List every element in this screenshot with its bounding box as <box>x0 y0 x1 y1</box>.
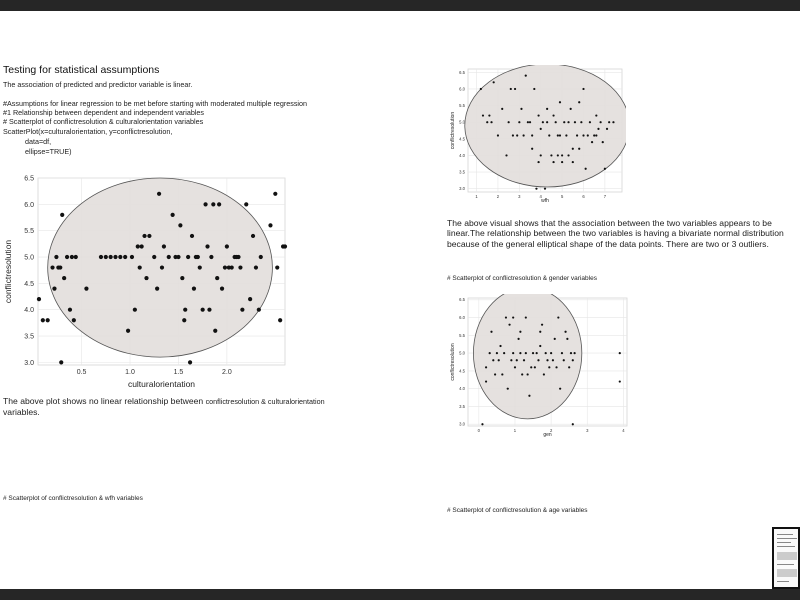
scatter-point <box>192 287 196 291</box>
scatter-point <box>130 255 134 259</box>
x-tick-label: 5 <box>560 194 564 200</box>
scatter-point <box>606 128 608 130</box>
scatter-point <box>510 359 512 361</box>
scatter-point <box>171 213 175 217</box>
y-tick-label: 5.5 <box>459 103 465 109</box>
scatter-point <box>499 345 501 347</box>
scatter-point <box>480 88 482 90</box>
y-tick-label: 5.5 <box>459 332 465 338</box>
x-tick-label: 4 <box>539 194 542 200</box>
scatter-point <box>72 318 76 322</box>
scatter-point <box>140 244 144 248</box>
scatter-point <box>84 287 88 291</box>
scatter-point <box>209 255 213 259</box>
scatter-point <box>176 255 180 259</box>
scatter-point <box>240 308 244 312</box>
scatter-point <box>612 121 614 123</box>
scatter-point <box>167 255 171 259</box>
scatter-point <box>564 331 566 333</box>
scatter-point <box>529 121 531 123</box>
scatter-point <box>580 121 582 123</box>
scatter-point <box>144 276 148 280</box>
scatter-point <box>525 75 527 77</box>
caption-variables: conflictresolution & culturalorientation <box>205 397 325 406</box>
scatter-point <box>136 244 140 248</box>
scatter-point <box>178 223 182 227</box>
y-tick-label: 5.0 <box>459 119 465 125</box>
scatter-point <box>203 202 207 206</box>
caption-text: The above plot shows no linear relationship between <box>3 396 206 406</box>
x-tick-label: 2 <box>496 194 500 200</box>
y-axis-label: conflictresolution <box>3 239 13 304</box>
scatter-point <box>548 134 550 136</box>
scatter-point <box>512 352 514 354</box>
scatter-point <box>521 373 523 375</box>
scatter-point <box>54 255 58 259</box>
scatter-point <box>58 265 62 269</box>
y-tick-label: 5.0 <box>24 254 34 262</box>
scatter-point <box>572 148 574 150</box>
scatter-point <box>113 255 117 259</box>
scatter-point <box>196 255 200 259</box>
scatter-point <box>155 287 159 291</box>
y-tick-label: 6.0 <box>459 315 465 321</box>
scatter-point <box>512 134 514 136</box>
scatter-point <box>570 352 572 354</box>
scatter-point <box>133 308 137 312</box>
x-tick-label: 7 <box>603 194 607 200</box>
scatter-point <box>510 88 512 90</box>
scatter-point <box>552 161 554 163</box>
page-thumbnail[interactable] <box>772 527 800 589</box>
scatter-point <box>546 359 548 361</box>
scatter-point <box>519 331 521 333</box>
scatter-point <box>578 101 580 103</box>
scatter-point <box>65 255 69 259</box>
scatter-point <box>582 134 584 136</box>
scatter-point <box>570 108 572 110</box>
code-line: ScatterPlot(x=culturalorientation, y=conflictresolution, <box>3 127 173 136</box>
gender-heading: # Scatterplot of conflictresolution & gender variables <box>447 275 597 282</box>
scatter-point <box>99 255 103 259</box>
scatter-point <box>505 316 507 318</box>
scatter-point <box>62 276 66 280</box>
scatter-point <box>275 265 279 269</box>
scatter-point <box>544 188 546 190</box>
scatter-point <box>70 255 74 259</box>
scatter-point <box>481 423 483 425</box>
x-axis-label: culturalorientation <box>127 379 196 389</box>
scatter-point <box>595 134 597 136</box>
y-tick-label: 4.0 <box>24 307 34 315</box>
scatter-point <box>578 148 580 150</box>
scatter-point <box>482 114 484 116</box>
scatter-point <box>530 366 532 368</box>
scatter-point <box>188 360 192 364</box>
section-heading: Testing for statistical assumptions <box>3 64 160 76</box>
scatter-point <box>501 373 503 375</box>
x-tick-label: 6 <box>582 194 585 200</box>
scatter-point <box>230 265 234 269</box>
scatter-point <box>251 234 255 238</box>
scatter-point <box>574 352 576 354</box>
age-heading: # Scatterplot of conflictresolution & age variables <box>447 507 588 514</box>
scatter-point <box>554 338 556 340</box>
scatter-point <box>619 352 621 354</box>
scatter-point <box>517 338 519 340</box>
scatter-point <box>259 255 263 259</box>
scatter-point <box>561 154 563 156</box>
gender-scatterplot <box>446 294 631 439</box>
scatter-point <box>223 265 227 269</box>
scatter-point <box>519 352 521 354</box>
scatter-point <box>501 108 503 110</box>
scatter-point <box>516 134 518 136</box>
scatter-point <box>535 188 537 190</box>
scatter-point <box>576 134 578 136</box>
plot1-caption <box>3 396 325 406</box>
scatter-point <box>492 359 494 361</box>
y-tick-label: 3.5 <box>24 333 34 341</box>
scatter-point <box>157 192 161 196</box>
scatter-point <box>514 366 516 368</box>
scatter-point <box>142 234 146 238</box>
window-top-bar <box>0 0 800 11</box>
scatter-point <box>574 121 576 123</box>
scatter-point <box>248 297 252 301</box>
scatter-point <box>162 244 166 248</box>
y-tick-label: 3.0 <box>459 421 465 427</box>
x-tick-label: 1.0 <box>125 369 135 376</box>
scatter-point <box>37 297 41 301</box>
scatter-point <box>182 318 186 322</box>
scatter-point <box>518 121 520 123</box>
scatter-point <box>525 316 527 318</box>
scatter-point <box>118 255 122 259</box>
scatter-point <box>527 121 529 123</box>
x-axis-label: gen <box>543 432 552 438</box>
scatter-point <box>600 121 602 123</box>
data-ellipse <box>473 294 581 419</box>
scatter-point <box>559 388 561 390</box>
scatter-point <box>104 255 108 259</box>
scatter-point <box>257 308 261 312</box>
scatter-point <box>498 359 500 361</box>
scatter-point <box>205 244 209 248</box>
scatter-point <box>497 134 499 136</box>
scatter-point <box>552 359 554 361</box>
scatter-point <box>567 121 569 123</box>
scatter-point <box>217 202 221 206</box>
scatter-point <box>537 359 539 361</box>
scatter-point <box>550 352 552 354</box>
scatter-point <box>201 308 205 312</box>
scatter-point <box>485 380 487 382</box>
scatter-point <box>489 352 491 354</box>
x-tick-label: 1.5 <box>173 369 184 376</box>
scatter-point <box>505 154 507 156</box>
scatter-point <box>147 234 151 238</box>
scatter-point <box>537 114 539 116</box>
scatter-point <box>273 192 277 196</box>
scatter-point <box>593 134 595 136</box>
scatter-point <box>215 276 219 280</box>
scatter-point <box>60 213 64 217</box>
scatter-point <box>109 255 113 259</box>
x-axis-label: wfh <box>541 198 549 204</box>
scatter-point <box>563 121 565 123</box>
scatter-point <box>278 318 282 322</box>
scatter-point <box>50 265 54 269</box>
y-axis-label: conflictresolution <box>450 111 456 150</box>
scatter-point <box>123 255 127 259</box>
y-tick-label: 5.0 <box>459 350 465 356</box>
scatter-point <box>490 121 492 123</box>
scatter-point <box>520 108 522 110</box>
x-tick-label: 1 <box>475 194 478 200</box>
y-tick-label: 4.0 <box>459 386 465 392</box>
data-ellipse <box>465 65 626 187</box>
scatter-point <box>568 366 570 368</box>
scatter-point <box>563 359 565 361</box>
scatter-point <box>555 366 557 368</box>
scatter-point <box>527 373 529 375</box>
scatter-point <box>559 134 561 136</box>
scatter-point <box>587 134 589 136</box>
scatter-point <box>572 161 574 163</box>
scatter-point <box>540 128 542 130</box>
scatter-point <box>514 88 516 90</box>
scatter-point <box>531 148 533 150</box>
scatter-point <box>244 202 248 206</box>
scatter-point <box>254 265 258 269</box>
scatter-point <box>268 223 272 227</box>
scatter-point <box>493 81 495 83</box>
scatter-point <box>523 359 525 361</box>
scatter-point <box>531 134 533 136</box>
scatter-point <box>485 366 487 368</box>
y-tick-label: 4.5 <box>459 368 465 374</box>
scatter-point <box>591 141 593 143</box>
y-tick-label: 6.0 <box>459 86 465 92</box>
x-tick-label: 2.0 <box>222 369 232 376</box>
scatter-point <box>597 128 599 130</box>
scatter-point <box>138 265 142 269</box>
scatter-point <box>152 255 156 259</box>
code-line: data=df, <box>25 137 52 146</box>
x-tick-label: 0 <box>477 428 481 434</box>
scatter-point <box>536 352 538 354</box>
scatter-point <box>537 161 539 163</box>
scatter-point <box>582 88 584 90</box>
scatter-point <box>557 154 559 156</box>
scatter-point <box>559 101 561 103</box>
scatter-point <box>488 114 490 116</box>
scatter-point <box>543 373 545 375</box>
scatter-point <box>561 352 563 354</box>
scatter-point <box>552 114 554 116</box>
y-tick-label: 3.5 <box>459 403 465 409</box>
scatter-point <box>59 360 63 364</box>
scatter-point <box>572 359 574 361</box>
scatter-point <box>211 202 215 206</box>
scatter-point <box>486 121 488 123</box>
scatter-point <box>604 168 606 170</box>
scatter-point <box>74 255 78 259</box>
scatter-point <box>213 329 217 333</box>
scatter-point <box>46 318 50 322</box>
scatter-point <box>567 154 569 156</box>
scatter-point <box>539 331 541 333</box>
scatter-point <box>190 234 194 238</box>
code-line: ellipse=TRUE) <box>25 147 72 156</box>
scatter-point <box>525 352 527 354</box>
code-line: #Assumptions for linear regression to be met before starting with moderated multiple regression <box>3 99 308 108</box>
scatter-point <box>236 255 240 259</box>
scatter-point <box>557 134 559 136</box>
scatter-point <box>546 108 548 110</box>
y-axis-label: conflictresolution <box>450 343 456 381</box>
scatter-point <box>619 380 621 382</box>
scatter-point <box>545 352 547 354</box>
scatter-point <box>523 134 525 136</box>
scatter-point <box>539 345 541 347</box>
scatter-point <box>508 324 510 326</box>
scatter-point <box>198 265 202 269</box>
scatter-point <box>207 308 211 312</box>
wfh-heading: # Scatterplot of conflictresolution & wfh variables <box>3 495 143 502</box>
x-tick-label: 0.5 <box>76 369 87 376</box>
scatter-point <box>516 359 518 361</box>
code-line: #1 Relationship between dependent and independent variables <box>3 108 205 117</box>
scatter-point <box>186 255 190 259</box>
y-tick-label: 6.0 <box>24 201 34 209</box>
scatter-point <box>540 154 542 156</box>
scatter-point <box>550 154 552 156</box>
scatter-point <box>555 121 557 123</box>
scatter-point <box>532 352 534 354</box>
scatter-point <box>508 121 510 123</box>
scatter-point <box>541 324 543 326</box>
y-tick-label: 5.5 <box>24 228 34 236</box>
scatter-point <box>126 329 130 333</box>
culturalorientation-scatterplot <box>0 168 300 393</box>
scatter-point <box>565 134 567 136</box>
scatter-point <box>52 287 56 291</box>
x-tick-label: 3 <box>518 194 521 200</box>
scatter-point <box>160 265 164 269</box>
y-tick-label: 4.5 <box>459 136 465 142</box>
scatter-point <box>589 121 591 123</box>
scatter-point <box>533 88 535 90</box>
y-tick-label: 3.0 <box>24 359 34 367</box>
scatter-point <box>602 141 604 143</box>
scatter-point <box>180 276 184 280</box>
scatter-point <box>68 308 72 312</box>
scatter-point <box>572 423 574 425</box>
y-tick-label: 6.5 <box>24 175 34 183</box>
plot1-caption-end: variables. <box>3 407 40 417</box>
scatter-point <box>548 366 550 368</box>
scatter-point <box>283 244 287 248</box>
x-tick-label: 2 <box>549 428 553 434</box>
wfh-description: The above visual shows that the association between the two variables appears to be linear.The relationship between the two variables is having a bivariate normal distribution because of the general elliptical shape of the data points. There are two or 3 outliers. <box>447 218 784 249</box>
y-tick-label: 6.5 <box>459 297 465 303</box>
y-tick-label: 4.5 <box>24 280 34 288</box>
wfh-scatterplot <box>446 65 626 205</box>
scatter-point <box>490 331 492 333</box>
scatter-point <box>238 265 242 269</box>
scatter-point <box>225 244 229 248</box>
code-line: # Scatterplot of conflictresolution & culturalorientation variables <box>3 117 204 126</box>
x-tick-label: 3 <box>586 428 589 434</box>
scatter-point <box>561 161 563 163</box>
x-tick-label: 1 <box>513 428 517 434</box>
scatter-point <box>608 121 610 123</box>
scatter-point <box>585 168 587 170</box>
scatter-point <box>503 352 505 354</box>
scatter-point <box>542 121 544 123</box>
intro-text: The association of predicted and predictor variable is linear. <box>3 80 193 89</box>
scatter-point <box>220 287 224 291</box>
scatter-point <box>546 121 548 123</box>
scatter-point <box>595 114 597 116</box>
scatter-point <box>41 318 45 322</box>
scatter-point <box>534 366 536 368</box>
scatter-point <box>507 388 509 390</box>
scatter-point <box>557 316 559 318</box>
scatter-point <box>566 338 568 340</box>
y-tick-label: 4.0 <box>459 152 465 158</box>
scatter-point <box>494 373 496 375</box>
scatter-point <box>496 352 498 354</box>
y-tick-label: 3.5 <box>459 169 465 175</box>
scatter-point <box>528 395 530 397</box>
x-tick-label: 4 <box>622 428 625 434</box>
y-tick-label: 6.5 <box>459 69 465 75</box>
y-tick-label: 3.0 <box>459 186 465 192</box>
scatter-point <box>183 308 187 312</box>
scatter-point <box>512 316 514 318</box>
window-bottom-bar <box>0 589 800 600</box>
document-page[interactable] <box>0 11 800 589</box>
